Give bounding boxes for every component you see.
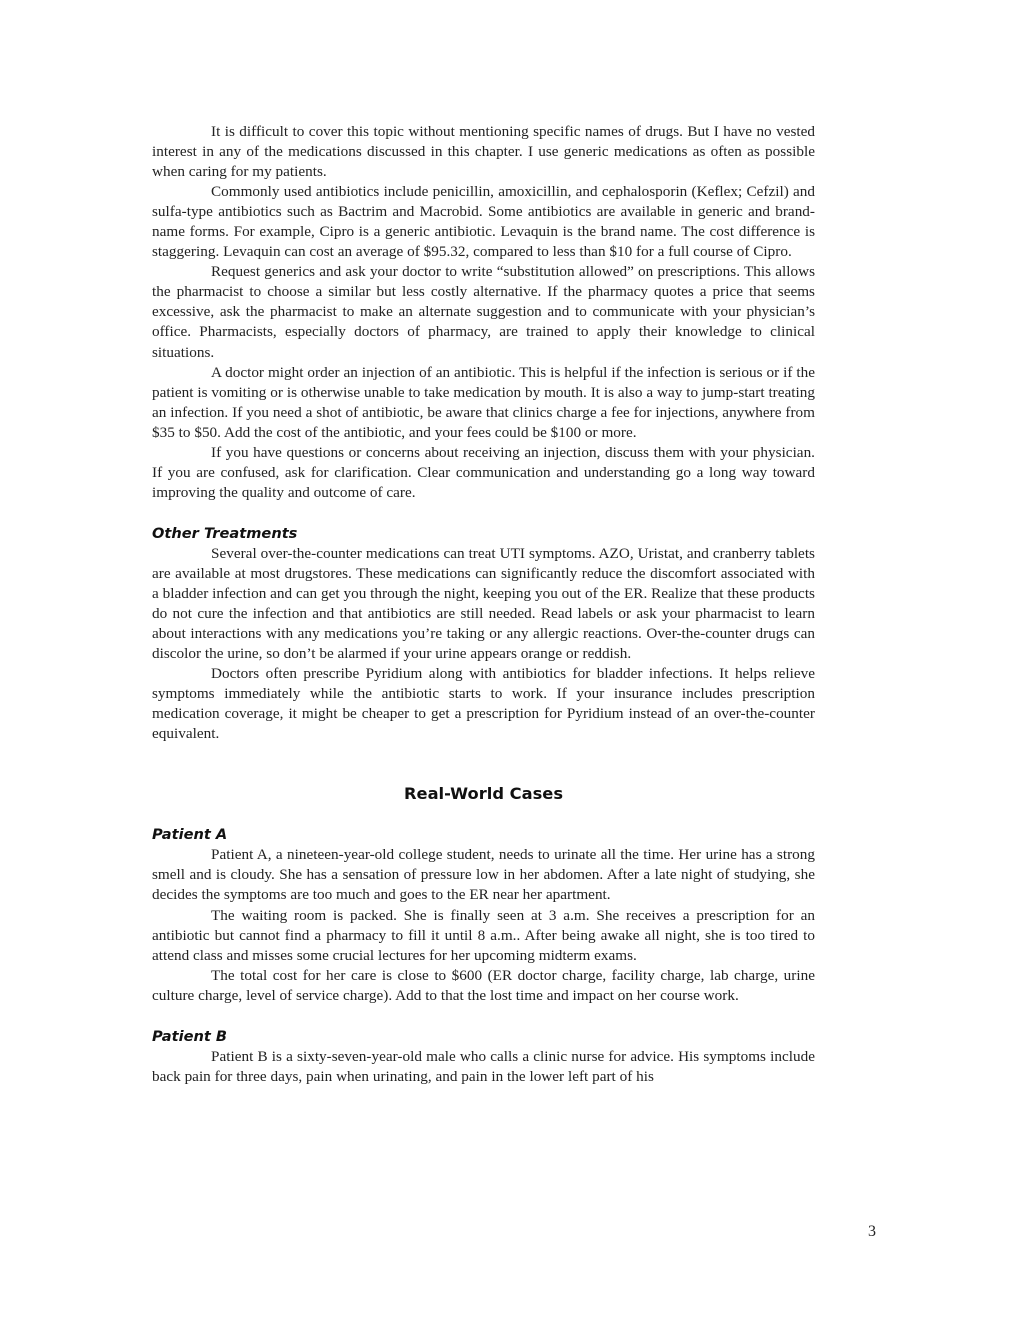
other-treatments-heading: Other Treatments (152, 524, 298, 542)
page-number: 3 (868, 1223, 876, 1240)
section-spacer (152, 1006, 815, 1027)
intro-paragraph-3: Request generics and ask your doctor to write “substitution allowed” on prescriptions. This allows the pharmacist to choose a similar but less costly alternative. If the pharmacy quotes a price that seems excessive, ask the pharmacist to make an alternate suggestion and to communicate with your physician’s office. Pharmacists, especially doctors of pharmacy, are trained to apply their knowledge to clinical situations. (152, 263, 815, 361)
section-spacer (152, 744, 815, 784)
patient-a-paragraph-3: The total cost for her care is close to $600 (ER doctor charge, facility charge, lab charge, urine culture charge, level of service charge). Add to that the lost time and impact on her course work. (152, 966, 815, 1004)
intro-paragraph-2: Commonly used antibiotics include penicillin, amoxicillin, and cephalosporin (Keflex; Cefzil) and sulfa-type antibiotics such as Bactrim and Macrobid. Some antibiotics are available in generic and brand-name forms. For example, Cipro is a generic antibiotic. Levaquin is the brand name. The cost difference is staggering. Levaquin can cost an average of $95.32, compared to less than $10 for a full course of Cipro. (152, 183, 815, 261)
patient-a-paragraph-2: The waiting room is packed. She is finally seen at 3 a.m. She receives a prescription for an antibiotic but cannot find a pharmacy to fill it until 8 a.m.. After being awake all night, she is too tired to attend class and misses some crucial lectures for her upcoming midterm exams. (152, 906, 815, 964)
patient-b-heading: Patient B (152, 1027, 228, 1045)
patient-a-paragraph-1: Patient A, a nineteen-year-old college student, needs to urinate all the time. Her urine has a strong smell and is cloudy. She has a sensation of pressure low in her abdomen. After a late night of studying, she decides the symptoms are too much and goes to the ER near her apartment. (152, 846, 815, 904)
patient-a-heading: Patient A (152, 826, 228, 844)
other-treatments-paragraph-1: Several over-the-counter medications can treat UTI symptoms. AZO, Uristat, and cranberry tablets are available at most drugstores. These medications can significantly reduce the discomfort associated with a bladder infection and can get you through the night, keeping you out of the ER. Realize that these products do not cure the infection and that antibiotics are still needed. Read labels or ask your pharmacist to learn about interactions with any medications you’re taking or any allergic reactions. Over-the-counter drugs can discolor the urine, so don’t be alarmed if your urine appears orange or reddish. (152, 544, 815, 663)
intro-paragraph-1: It is difficult to cover this topic without mentioning specific names of drugs. But I have no vested interest in any of the medications discussed in this chapter. I use generic medications as often as possible when caring for my patients. (152, 123, 815, 181)
patient-b-paragraph-1: Patient B is a sixty-seven-year-old male who calls a clinic nurse for advice. His symptoms include back pain for three days, pain when urinating, and pain in the lower left part of his (152, 1047, 815, 1085)
section-spacer (152, 503, 815, 524)
document-page (152, 122, 815, 1087)
cases-title: Real-World Cases (403, 784, 564, 804)
intro-paragraph-4: A doctor might order an injection of an antibiotic. This is helpful if the infection is serious or if the patient is vomiting or is otherwise unable to take medication by mouth. It is also a way to jump-start treating an infection. If you need a shot of antibiotic, be aware that clinics charge a fee for injections, anywhere from $35 to $50. Add the cost of the antibiotic, and your fees could be $100 or more. (152, 363, 815, 441)
other-treatments-paragraph-2: Doctors often prescribe Pyridium along with antibiotics for bladder infections. It helps relieve symptoms immediately while the antibiotic starts to work. If your insurance includes prescription medication coverage, it might be cheaper to get a prescription for Pyridium instead of an over-the-counter equivalent. (152, 665, 815, 743)
section-spacer (152, 804, 815, 825)
intro-paragraph-5: If you have questions or concerns about receiving an injection, discuss them with your physician. If you are confused, ask for clarification. Clear communication and understanding go a long way toward improving the quality and outcome of care. (152, 443, 815, 501)
